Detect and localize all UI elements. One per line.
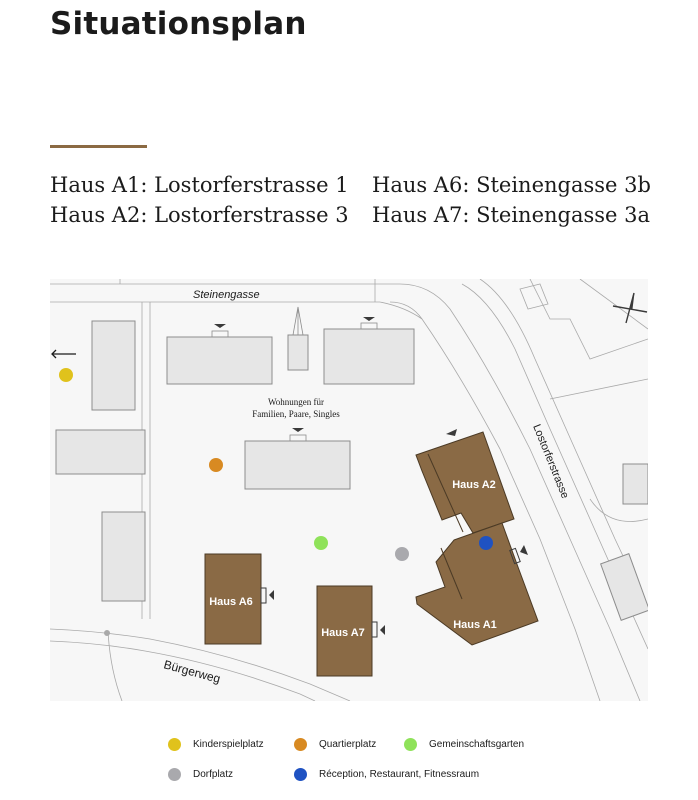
legend-label: Réception, Restaurant, Fitnessraum <box>319 769 480 780</box>
legend-dot <box>404 738 417 751</box>
address-haus-a7: Haus A7: Steinengasse 3a <box>372 203 651 227</box>
legend-dot <box>294 768 307 781</box>
page-title: Situationsplan <box>50 6 307 42</box>
legend-dot <box>168 768 181 781</box>
site-map <box>50 279 648 701</box>
legend-label: Kinderspielplatz <box>193 739 264 750</box>
legend-label: Dorfplatz <box>193 769 234 780</box>
legend-item-reception <box>294 768 479 781</box>
street-label-steinengasse: Steinengasse <box>193 289 260 301</box>
legend-item-quartierplatz <box>294 738 376 751</box>
house-label-a6: Haus A6 <box>209 596 253 608</box>
legend-dot <box>168 738 181 751</box>
legend-label: Quartierplatz <box>319 739 377 750</box>
address-haus-a1: Haus A1: Lostorferstrasse 1 <box>50 173 349 197</box>
house-label-a1: Haus A1 <box>453 619 497 631</box>
dorfplatz-marker <box>395 547 409 561</box>
address-haus-a6: Haus A6: Steinengasse 3b <box>372 173 651 197</box>
title-divider <box>50 145 147 148</box>
street-label-buergerweg: Bürgerweg <box>162 657 222 686</box>
legend-item-gemeinschaftsgarten <box>404 738 524 751</box>
note-line-1: Wohnungen für <box>267 397 325 407</box>
address-haus-a2: Haus A2: Lostorferstrasse 3 <box>50 203 349 227</box>
legend-label: Gemeinschaftsgarten <box>429 739 525 750</box>
quartierplatz-marker <box>209 458 223 472</box>
street-label-lostorferstrasse: Lostorferstrasse <box>530 422 571 501</box>
gemeinschaftsgarten-marker <box>314 536 328 550</box>
house-label-a7: Haus A7 <box>321 627 365 639</box>
legend-item-dorfplatz <box>168 768 233 781</box>
house-label-a2: Haus A2 <box>452 479 496 491</box>
reception-marker <box>479 536 493 550</box>
note-line-2: Familien, Paare, Singles <box>252 409 340 419</box>
kinderspielplatz-marker <box>59 368 73 382</box>
legend-item-kinderspielplatz <box>168 738 264 751</box>
legend-dot <box>294 738 307 751</box>
